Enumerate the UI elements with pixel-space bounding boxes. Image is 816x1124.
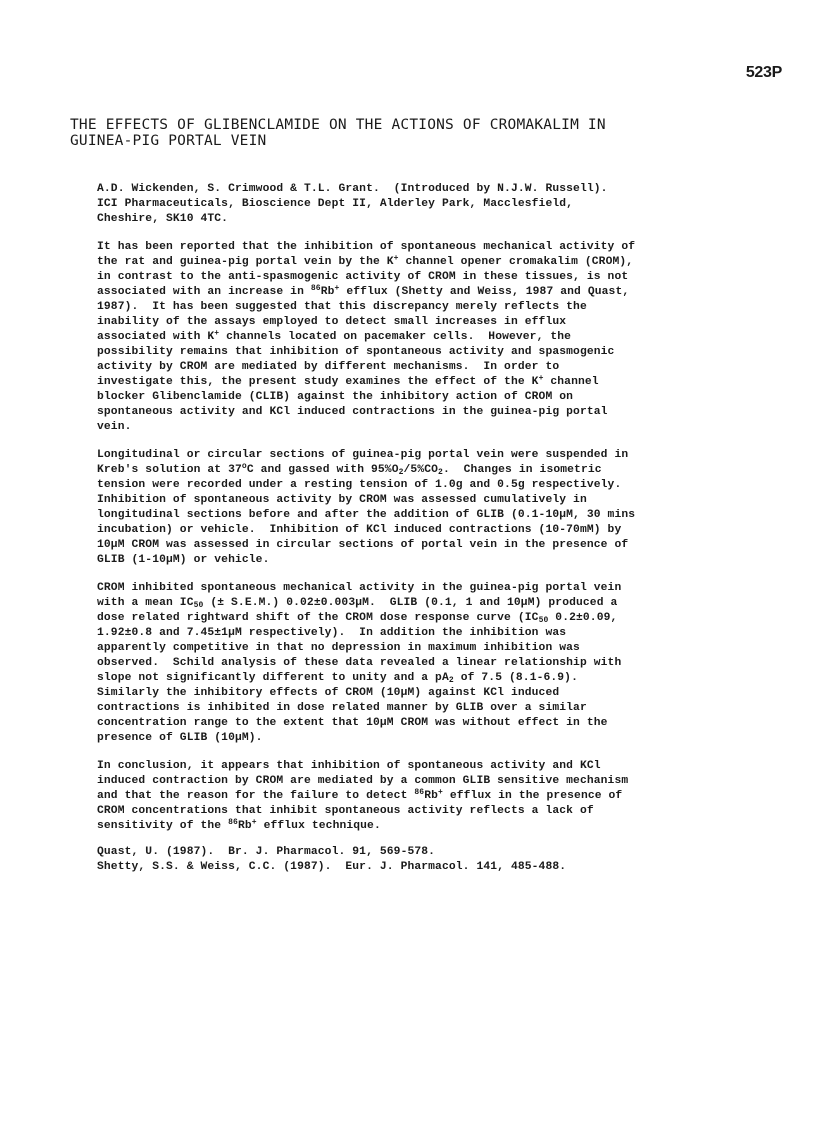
text-line: CROM concentrations that inhibit spontaneous activity reflects a lack of: [97, 805, 594, 817]
text-line: investigate this, the present study examines the effect of the K+ channel: [97, 374, 599, 388]
text-line: longitudinal sections before and after the addition of GLIB (0.1-10µM, 30 mins: [97, 509, 636, 521]
text-line: Inhibition of spontaneous activity by CROM was assessed cumulatively in: [97, 494, 587, 506]
paragraph-results: [97, 581, 737, 746]
title-line: GUINEA-PIG PORTAL VEIN: [70, 133, 267, 149]
text-line: incubation) or vehicle. Inhibition of KCl induced contractions (10-70mM) by: [97, 524, 622, 536]
page-number: 523P: [745, 64, 782, 81]
text-line: presence of GLIB (10µM).: [97, 732, 263, 744]
authors: A.D. Wickenden, S. Crimwood & T.L. Grant. (Introduced by N.J.W. Russell).: [97, 183, 608, 195]
affiliation-line: ICI Pharmaceuticals, Bioscience Dept II, Alderley Park, Macclesfield,: [97, 198, 574, 210]
text-line: with a mean $IC_{50}$ (± S.E.M.) 0.02±0.003µM. GLIB (0.1, 1 and 10µM) produced a: [97, 597, 618, 610]
text-line: activity by CROM are mediated by different mechanisms. In order to: [97, 361, 560, 373]
text-line: concentration range to the extent that 10µM CROM was without effect in the: [97, 717, 608, 729]
text-line: observed. Schild analysis of these data revealed a linear relationship with: [97, 657, 622, 669]
text-line: 1987). It has been suggested that this discrepancy merely reflects the: [97, 301, 587, 313]
reference-item: Shetty, S.S. & Weiss, C.C. (1987). Eur. J. Pharmacol. 141, 485-488.: [97, 861, 567, 873]
text-line: GLIB (1-10µM) or vehicle.: [97, 554, 270, 566]
text-line: associated with K+ channels located on pacemaker cells. However, the: [97, 329, 572, 343]
text-line: induced contraction by CROM are mediated by a common GLIB sensitive mechanism: [97, 775, 629, 787]
text-line: sensitivity of the $^{86}$Rb+ efflux technique.: [97, 818, 381, 832]
text-line: the rat and guinea-pig portal vein by the K+ channel opener cromakalim (CROM),: [97, 254, 634, 268]
text-line: associated with an increase in $^{86}$Rb+ efflux (Shetty and Weiss, 1987 and Quast,: [97, 284, 630, 298]
text-line: and that the reason for the failure to detect $^{86}$Rb+ efflux in the presence of: [97, 788, 623, 802]
references: [97, 845, 737, 875]
affiliation-line: Cheshire, SK10 4TC.: [97, 213, 229, 225]
text-line: 1.92±0.8 and 7.45±1µM respectively). In addition the inhibition was: [97, 627, 567, 639]
article-body: [97, 182, 737, 875]
author-block: [97, 182, 737, 227]
text-line: tension were recorded under a resting tension of 1.0g and 0.5g respectively.: [97, 479, 622, 491]
text-line: In conclusion, it appears that inhibition of spontaneous activity and KCl: [97, 760, 601, 772]
title-line: THE EFFECTS OF GLIBENCLAMIDE ON THE ACTIONS OF CROMAKALIM IN: [70, 117, 606, 133]
paragraph-conclusion: [97, 759, 737, 834]
text-line: in contrast to the anti-spasmogenic activity of CROM in these tissues, is not: [97, 271, 629, 283]
text-line: slope not significantly different to unity and a $pA_2$ of 7.5 (8.1-6.9).: [97, 672, 578, 685]
text-line: vein.: [97, 421, 132, 433]
text-line: blocker Glibenclamide (CLIB) against the inhibitory action of CROM on: [97, 391, 574, 403]
reference-item: Quast, U. (1987). Br. J. Pharmacol. 91, 569-578.: [97, 846, 436, 858]
text-line: contractions is inhibited in dose related manner by GLIB over a similar: [97, 702, 587, 714]
text-line: apparently competitive in that no depression in maximum inhibition was: [97, 642, 580, 654]
text-line: Kreb's solution at 37$^o$C and gassed with $95\%O_2/5\%CO_2$. Changes in isometric: [97, 462, 602, 477]
text-line: 10µM CROM was assessed in circular sections of portal vein in the presence of: [97, 539, 629, 551]
paragraph-intro: [97, 240, 737, 435]
text-line: Similarly the inhibitory effects of CROM (10µM) against KCl induced: [97, 687, 560, 699]
text-line: CROM inhibited spontaneous mechanical activity in the guinea-pig portal vein: [97, 582, 622, 594]
text-line: spontaneous activity and KCl induced contractions in the guinea-pig portal: [97, 406, 608, 418]
text-line: Longitudinal or circular sections of guinea-pig portal vein were suspended in: [97, 449, 629, 461]
paragraph-methods: [97, 448, 737, 568]
text-line: possibility remains that inhibition of spontaneous activity and spasmogenic: [97, 346, 615, 358]
text-line: inability of the assays employed to detect small increases in efflux: [97, 316, 567, 328]
text-line: dose related rightward shift of the CROM dose response curve ($IC_{50}$ 0.2±0.09,: [97, 612, 618, 625]
article-title: [70, 117, 750, 149]
text-line: It has been reported that the inhibition of spontaneous mechanical activity of: [97, 241, 636, 253]
